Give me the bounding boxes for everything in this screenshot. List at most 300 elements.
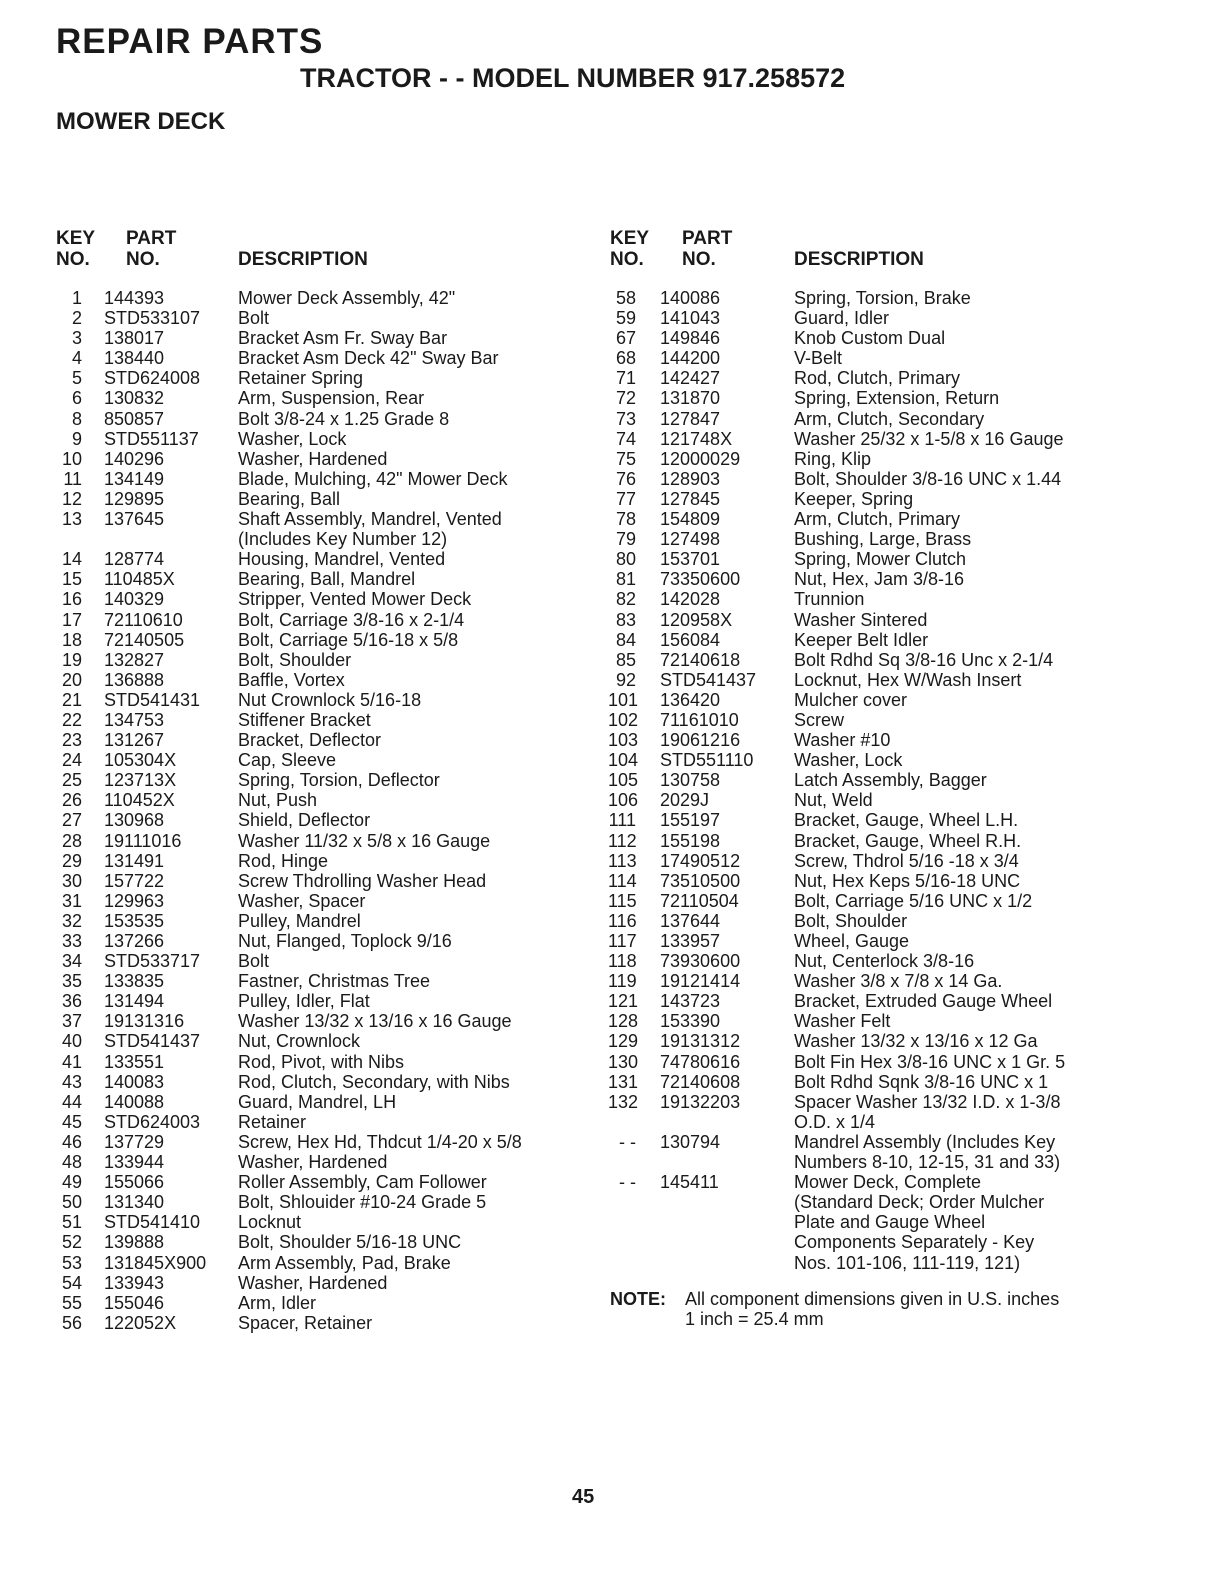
part-number: 133943 bbox=[104, 1272, 165, 1293]
description: Components Separately - Key bbox=[794, 1232, 1035, 1253]
key-number: 129 bbox=[608, 1031, 639, 1052]
header-part-top: PART bbox=[682, 228, 733, 249]
part-number: 73510500 bbox=[660, 870, 741, 891]
key-number: 132 bbox=[608, 1091, 639, 1112]
part-number: 127845 bbox=[660, 488, 721, 509]
description: Guard, Idler bbox=[794, 308, 890, 329]
description: Mandrel Assembly (Includes Key bbox=[794, 1131, 1056, 1152]
part-number: 142028 bbox=[660, 589, 721, 610]
description: Nut, Weld bbox=[794, 790, 873, 811]
part-number: 133944 bbox=[104, 1152, 165, 1173]
page-title: REPAIR PARTS bbox=[56, 22, 324, 61]
key-number: 59 bbox=[615, 308, 636, 329]
description: Bearing, Ball bbox=[238, 488, 341, 509]
description: Washer 13/32 x 13/16 x 16 Gauge bbox=[238, 1011, 512, 1032]
key-number: 56 bbox=[61, 1312, 82, 1333]
key-number: 82 bbox=[615, 589, 636, 610]
key-number: 79 bbox=[615, 529, 636, 550]
key-number: 115 bbox=[608, 890, 637, 911]
description: Mulcher cover bbox=[794, 689, 908, 710]
key-number: 24 bbox=[61, 750, 82, 771]
description: Screw Thdrolling Washer Head bbox=[238, 870, 487, 891]
part-number: 133551 bbox=[104, 1051, 165, 1072]
key-number: 103 bbox=[608, 730, 639, 751]
description: Stripper, Vented Mower Deck bbox=[238, 589, 472, 610]
description: Bracket, Deflector bbox=[238, 730, 382, 751]
part-number: 131340 bbox=[104, 1192, 165, 1213]
description: Spring, Extension, Return bbox=[794, 388, 1000, 409]
key-number: 49 bbox=[61, 1172, 82, 1193]
description: Bolt, Carriage 5/16 UNC x 1/2 bbox=[794, 890, 1033, 911]
key-number: 75 bbox=[615, 448, 636, 469]
key-number: 33 bbox=[61, 931, 82, 951]
key-number: - - bbox=[619, 1172, 636, 1193]
description: Washer Sintered bbox=[794, 609, 928, 630]
description: Guard, Mandrel, LH bbox=[238, 1091, 397, 1112]
description: Bracket Asm Deck 42" Sway Bar bbox=[238, 348, 499, 369]
key-number: 121 bbox=[608, 991, 639, 1012]
key-number: 9 bbox=[71, 428, 82, 449]
description: Numbers 8-10, 12-15, 31 and 33) bbox=[794, 1152, 1061, 1173]
description: Screw, Thdrol 5/16 -18 x 3/4 bbox=[794, 850, 1019, 871]
key-number: 11 bbox=[63, 468, 82, 489]
part-number: 74780616 bbox=[660, 1051, 741, 1072]
part-number: 131267 bbox=[104, 730, 165, 751]
part-number: 12000029 bbox=[660, 448, 741, 469]
description: Bolt, Shoulder 3/8-16 UNC x 1.44 bbox=[794, 468, 1062, 489]
part-number: 155198 bbox=[660, 830, 721, 851]
description: Bolt Fin Hex 3/8-16 UNC x 1 Gr. 5 bbox=[794, 1051, 1066, 1072]
part-number: 17490512 bbox=[660, 850, 741, 871]
description: Blade, Mulching, 42" Mower Deck bbox=[238, 468, 508, 489]
part-number: STD533107 bbox=[104, 308, 201, 329]
model-subtitle: TRACTOR - - MODEL NUMBER 917.258572 bbox=[300, 63, 846, 93]
key-number: 105 bbox=[608, 770, 639, 791]
key-number: 27 bbox=[61, 810, 82, 831]
part-number: 155197 bbox=[660, 810, 721, 831]
key-number: 130 bbox=[608, 1051, 639, 1072]
part-number: 130968 bbox=[104, 810, 165, 831]
part-number: 134149 bbox=[104, 468, 165, 489]
key-number: 116 bbox=[608, 910, 637, 931]
part-number: 110452X bbox=[104, 790, 175, 811]
part-number: 142427 bbox=[660, 368, 721, 389]
part-number: 121748X bbox=[660, 428, 733, 449]
description: Pulley, Mandrel bbox=[238, 910, 361, 931]
description: Washer #10 bbox=[794, 730, 891, 751]
key-number: 54 bbox=[61, 1272, 82, 1293]
description: Rod, Hinge bbox=[238, 850, 329, 871]
description: Nos. 101-106, 111-119, 121) bbox=[794, 1252, 1021, 1273]
part-number: 137266 bbox=[104, 931, 165, 951]
part-number: 128903 bbox=[660, 468, 721, 489]
key-number: 101 bbox=[608, 689, 639, 710]
description: Spring, Torsion, Deflector bbox=[238, 770, 440, 791]
description: Arm, Clutch, Secondary bbox=[794, 408, 985, 429]
part-number: 141043 bbox=[660, 308, 721, 329]
part-number: 130832 bbox=[104, 388, 165, 409]
description: Washer, Lock bbox=[794, 750, 903, 771]
note-line-1: All component dimensions given in U.S. inches bbox=[685, 1289, 1060, 1309]
header-part-bottom: NO. bbox=[126, 249, 160, 270]
key-number: 17 bbox=[61, 609, 82, 630]
part-number: 153535 bbox=[104, 910, 165, 931]
description: Shield, Deflector bbox=[238, 810, 371, 831]
key-number: 78 bbox=[615, 509, 636, 530]
key-number: 19 bbox=[61, 649, 82, 670]
description: Cap, Sleeve bbox=[238, 750, 337, 771]
part-number: 131491 bbox=[104, 850, 165, 871]
key-number: 25 bbox=[61, 770, 82, 791]
key-number: 92 bbox=[615, 669, 636, 690]
part-number: 128774 bbox=[104, 549, 165, 570]
key-number: 45 bbox=[61, 1111, 82, 1132]
description: Locknut, Hex W/Wash Insert bbox=[794, 669, 1022, 690]
key-number: 6 bbox=[71, 388, 82, 409]
part-number: 850857 bbox=[104, 408, 165, 429]
description: Keeper, Spring bbox=[794, 488, 914, 509]
key-number: 32 bbox=[61, 910, 82, 931]
part-number: 139888 bbox=[104, 1232, 165, 1253]
header-description: DESCRIPTION bbox=[794, 249, 924, 270]
key-number: 67 bbox=[615, 328, 636, 349]
description: Spacer, Retainer bbox=[238, 1312, 373, 1333]
key-number: 111 bbox=[608, 810, 636, 831]
key-number: 81 bbox=[615, 569, 636, 590]
description: Bracket, Extruded Gauge Wheel bbox=[794, 991, 1053, 1012]
key-number: 112 bbox=[608, 830, 637, 851]
key-number: 23 bbox=[61, 730, 82, 751]
key-number: 16 bbox=[61, 589, 82, 610]
part-number: 123713X bbox=[104, 770, 177, 791]
key-number: 40 bbox=[61, 1031, 82, 1052]
key-number: 119 bbox=[608, 971, 637, 992]
description: Keeper Belt Idler bbox=[794, 629, 929, 650]
description: Bolt bbox=[238, 951, 270, 972]
part-number: 144200 bbox=[660, 348, 721, 369]
description: Washer 3/8 x 7/8 x 14 Ga. bbox=[794, 971, 1003, 992]
description: Bolt, Carriage 5/16-18 x 5/8 bbox=[238, 629, 459, 650]
description: Spacer Washer 13/32 I.D. x 1-3/8 bbox=[794, 1091, 1061, 1112]
note-label: NOTE: bbox=[610, 1289, 666, 1309]
description: Arm, Suspension, Rear bbox=[238, 388, 425, 409]
key-number: 37 bbox=[61, 1011, 82, 1032]
description: Rod, Clutch, Primary bbox=[794, 368, 961, 389]
description: Bolt, Shoulder 5/16-18 UNC bbox=[238, 1232, 462, 1253]
part-number: 133835 bbox=[104, 971, 165, 992]
description: Latch Assembly, Bagger bbox=[794, 770, 987, 791]
key-number: 58 bbox=[615, 288, 636, 308]
description: Retainer Spring bbox=[238, 368, 364, 389]
part-number: 145411 bbox=[660, 1172, 719, 1193]
part-number: 131870 bbox=[660, 388, 721, 409]
key-number: 117 bbox=[608, 931, 637, 951]
part-number: 130758 bbox=[660, 770, 721, 791]
description: Locknut bbox=[238, 1212, 302, 1233]
part-number: STD624003 bbox=[104, 1111, 201, 1132]
part-number: 19061216 bbox=[660, 730, 741, 751]
key-number: 36 bbox=[61, 991, 82, 1012]
description: Fastner, Christmas Tree bbox=[238, 971, 431, 992]
description: Bearing, Ball, Mandrel bbox=[238, 569, 416, 590]
key-number: 13 bbox=[61, 509, 82, 530]
key-number: 43 bbox=[61, 1071, 82, 1092]
key-number: 3 bbox=[71, 328, 82, 349]
description: Plate and Gauge Wheel bbox=[794, 1212, 986, 1233]
description: Trunnion bbox=[794, 589, 865, 610]
key-number: 41 bbox=[61, 1051, 82, 1072]
description: Roller Assembly, Cam Follower bbox=[238, 1172, 487, 1193]
part-number: 140296 bbox=[104, 448, 165, 469]
part-number: 19121414 bbox=[660, 971, 741, 992]
part-number: 155046 bbox=[104, 1292, 165, 1313]
part-number: 72110504 bbox=[660, 890, 739, 911]
header-key-top: KEY bbox=[610, 228, 650, 249]
key-number: 68 bbox=[615, 348, 636, 369]
part-number: 122052X bbox=[104, 1312, 177, 1333]
key-number: 46 bbox=[61, 1131, 82, 1152]
part-number: 19111016 bbox=[104, 830, 182, 851]
header-part-bottom: NO. bbox=[682, 249, 716, 270]
part-number: 157722 bbox=[104, 870, 165, 891]
key-number: 34 bbox=[61, 951, 82, 972]
description: Bolt bbox=[238, 308, 270, 329]
part-number: STD533717 bbox=[104, 951, 201, 972]
part-number: 72140505 bbox=[104, 629, 185, 650]
part-number: 127847 bbox=[660, 408, 721, 429]
description: Mower Deck, Complete bbox=[794, 1172, 982, 1193]
key-number: 114 bbox=[608, 870, 637, 891]
description: Nut, Push bbox=[238, 790, 318, 811]
part-number: 130794 bbox=[660, 1131, 721, 1152]
key-number: 15 bbox=[61, 569, 82, 590]
part-number: 136420 bbox=[660, 689, 721, 710]
part-number: 72140618 bbox=[660, 649, 741, 670]
key-number: 22 bbox=[61, 709, 82, 730]
part-number: 72140608 bbox=[660, 1071, 741, 1092]
part-number: 2029J bbox=[660, 790, 710, 811]
description: Washer, Hardened bbox=[238, 1272, 388, 1293]
description: Screw bbox=[794, 709, 845, 730]
header-key-bottom: NO. bbox=[610, 249, 644, 270]
part-number: STD541410 bbox=[104, 1212, 201, 1233]
part-number: 127498 bbox=[660, 529, 721, 550]
description: Wheel, Gauge bbox=[794, 931, 910, 951]
key-number: 77 bbox=[615, 488, 636, 509]
part-number: 137729 bbox=[104, 1131, 165, 1152]
part-number: STD551110 bbox=[660, 750, 754, 771]
description: Nut, Centerlock 3/8-16 bbox=[794, 951, 975, 972]
part-number: 134753 bbox=[104, 709, 165, 730]
description: Washer 13/32 x 13/16 x 12 Ga bbox=[794, 1031, 1038, 1052]
key-number: 8 bbox=[71, 408, 82, 429]
key-number: 5 bbox=[71, 368, 82, 389]
description: Washer, Hardened bbox=[238, 1152, 388, 1173]
header-key-top: KEY bbox=[56, 228, 96, 249]
part-number: 19131316 bbox=[104, 1011, 185, 1032]
part-number: 72110610 bbox=[104, 609, 183, 630]
header-part-top: PART bbox=[126, 228, 177, 249]
part-number: 136888 bbox=[104, 669, 165, 690]
description: Washer, Lock bbox=[238, 428, 347, 449]
part-number: 129963 bbox=[104, 890, 165, 911]
description: Nut, Hex Keps 5/16-18 UNC bbox=[794, 870, 1021, 891]
description: Washer Felt bbox=[794, 1011, 891, 1032]
description: Rod, Clutch, Secondary, with Nibs bbox=[238, 1071, 510, 1092]
key-number: 131 bbox=[608, 1071, 639, 1092]
part-number: 105304X bbox=[104, 750, 177, 771]
description: Baffle, Vortex bbox=[238, 669, 345, 690]
key-number: 26 bbox=[61, 790, 82, 811]
part-number: 156084 bbox=[660, 629, 721, 650]
description: Shaft Assembly, Mandrel, Vented bbox=[238, 509, 502, 530]
key-number: 50 bbox=[61, 1192, 82, 1213]
part-number: 155066 bbox=[104, 1172, 165, 1193]
part-number: 131494 bbox=[104, 991, 165, 1012]
key-number: 35 bbox=[61, 971, 82, 992]
description: Ring, Klip bbox=[794, 448, 872, 469]
key-number: 102 bbox=[608, 709, 639, 730]
part-number: 19131312 bbox=[660, 1031, 741, 1052]
description: Bolt Rdhd Sq 3/8-16 Unc x 2-1/4 bbox=[794, 649, 1054, 670]
description: Housing, Mandrel, Vented bbox=[238, 549, 446, 570]
key-number: 29 bbox=[61, 850, 82, 871]
description: Bolt 3/8-24 x 1.25 Grade 8 bbox=[238, 408, 450, 429]
part-number: 129895 bbox=[104, 488, 165, 509]
key-number: 85 bbox=[615, 649, 636, 670]
header-description: DESCRIPTION bbox=[238, 249, 368, 270]
description: Arm Assembly, Pad, Brake bbox=[238, 1252, 451, 1273]
part-number: STD541437 bbox=[660, 669, 757, 690]
part-number: 73930600 bbox=[660, 951, 741, 972]
part-number: 144393 bbox=[104, 288, 165, 308]
key-number: - - bbox=[619, 1131, 636, 1152]
part-number: 153701 bbox=[660, 549, 721, 570]
key-number: 12 bbox=[61, 488, 82, 509]
description: Bolt, Shoulder bbox=[238, 649, 352, 670]
description: Nut Crownlock 5/16-18 bbox=[238, 689, 422, 710]
part-number: STD624008 bbox=[104, 368, 201, 389]
description: Bolt Rdhd Sqnk 3/8-16 UNC x 1 bbox=[794, 1071, 1049, 1092]
part-number: 140329 bbox=[104, 589, 165, 610]
key-number: 73 bbox=[615, 408, 636, 429]
key-number: 21 bbox=[61, 689, 82, 710]
description: V-Belt bbox=[794, 348, 843, 369]
description: Spring, Mower Clutch bbox=[794, 549, 967, 570]
description: Stiffener Bracket bbox=[238, 709, 371, 730]
part-number: 140088 bbox=[104, 1091, 165, 1112]
description: Washer, Spacer bbox=[238, 890, 366, 911]
part-number: 120958X bbox=[660, 609, 733, 630]
description: Bolt, Shlouider #10-24 Grade 5 bbox=[238, 1192, 487, 1213]
part-number: STD541437 bbox=[104, 1031, 201, 1052]
description: Knob Custom Dual bbox=[794, 328, 946, 349]
description: (Includes Key Number 12) bbox=[238, 529, 448, 550]
key-number: 104 bbox=[608, 750, 639, 771]
description: Retainer bbox=[238, 1111, 307, 1132]
part-number: 154809 bbox=[660, 509, 721, 530]
part-number: 110485X bbox=[104, 569, 175, 590]
part-number: 153390 bbox=[660, 1011, 721, 1032]
part-number: STD551137 bbox=[104, 428, 199, 449]
key-number: 72 bbox=[615, 388, 636, 409]
key-number: 44 bbox=[61, 1091, 82, 1112]
key-number: 83 bbox=[615, 609, 636, 630]
key-number: 84 bbox=[615, 629, 636, 650]
key-number: 55 bbox=[61, 1292, 82, 1313]
description: Washer, Hardened bbox=[238, 448, 388, 469]
part-number: STD541431 bbox=[104, 689, 201, 710]
description: Bracket, Gauge, Wheel R.H. bbox=[794, 830, 1022, 851]
key-number: 10 bbox=[61, 448, 82, 469]
description: Bracket, Gauge, Wheel L.H. bbox=[794, 810, 1019, 831]
key-number: 76 bbox=[615, 468, 636, 489]
part-number: 138440 bbox=[104, 348, 165, 369]
key-number: 28 bbox=[61, 830, 82, 851]
key-number: 80 bbox=[615, 549, 636, 570]
description: (Standard Deck; Order Mulcher bbox=[794, 1192, 1045, 1213]
page-number: 45 bbox=[572, 1486, 595, 1508]
key-number: 31 bbox=[61, 890, 82, 911]
part-number: 71161010 bbox=[660, 709, 739, 730]
description: Rod, Pivot, with Nibs bbox=[238, 1051, 405, 1072]
section-title: MOWER DECK bbox=[56, 108, 226, 135]
key-number: 128 bbox=[608, 1011, 639, 1032]
part-number: 132827 bbox=[104, 649, 165, 670]
key-number: 30 bbox=[61, 870, 82, 891]
key-number: 14 bbox=[61, 549, 82, 570]
part-number: 131845X900 bbox=[104, 1252, 207, 1273]
key-number: 113 bbox=[608, 850, 637, 871]
description: Arm, Clutch, Primary bbox=[794, 509, 961, 530]
part-number: 19132203 bbox=[660, 1091, 741, 1112]
part-number: 143723 bbox=[660, 991, 721, 1012]
key-number: 118 bbox=[608, 951, 637, 972]
description: Bushing, Large, Brass bbox=[794, 529, 972, 550]
key-number: 71 bbox=[615, 368, 636, 389]
part-number: 140086 bbox=[660, 288, 721, 308]
description: O.D. x 1/4 bbox=[794, 1111, 876, 1132]
part-number: 137644 bbox=[660, 910, 721, 931]
part-number: 133957 bbox=[660, 931, 721, 951]
description: Arm, Idler bbox=[238, 1292, 317, 1313]
header-key-bottom: NO. bbox=[56, 249, 90, 270]
key-number: 18 bbox=[61, 629, 82, 650]
description: Bracket Asm Fr. Sway Bar bbox=[238, 328, 448, 349]
description: Pulley, Idler, Flat bbox=[238, 991, 370, 1012]
part-number: 73350600 bbox=[660, 569, 741, 590]
part-number: 137645 bbox=[104, 509, 165, 530]
description: Mower Deck Assembly, 42" bbox=[238, 288, 456, 308]
key-number: 53 bbox=[61, 1252, 82, 1273]
part-number: 140083 bbox=[104, 1071, 165, 1092]
key-number: 106 bbox=[608, 790, 639, 811]
key-number: 48 bbox=[61, 1152, 82, 1173]
note-line-2: 1 inch = 25.4 mm bbox=[685, 1309, 824, 1329]
description: Spring, Torsion, Brake bbox=[794, 288, 971, 308]
description: Screw, Hex Hd, Thdcut 1/4-20 x 5/8 bbox=[238, 1131, 522, 1152]
part-number: 149846 bbox=[660, 328, 721, 349]
description: Nut, Flanged, Toplock 9/16 bbox=[238, 931, 452, 951]
key-number: 2 bbox=[71, 308, 82, 329]
key-number: 4 bbox=[71, 348, 82, 369]
part-number: 138017 bbox=[104, 328, 165, 349]
description: Nut, Crownlock bbox=[238, 1031, 361, 1052]
key-number: 1 bbox=[71, 288, 82, 308]
key-number: 74 bbox=[615, 428, 636, 449]
description: Washer 25/32 x 1-5/8 x 16 Gauge bbox=[794, 428, 1064, 449]
key-number: 51 bbox=[61, 1212, 82, 1233]
